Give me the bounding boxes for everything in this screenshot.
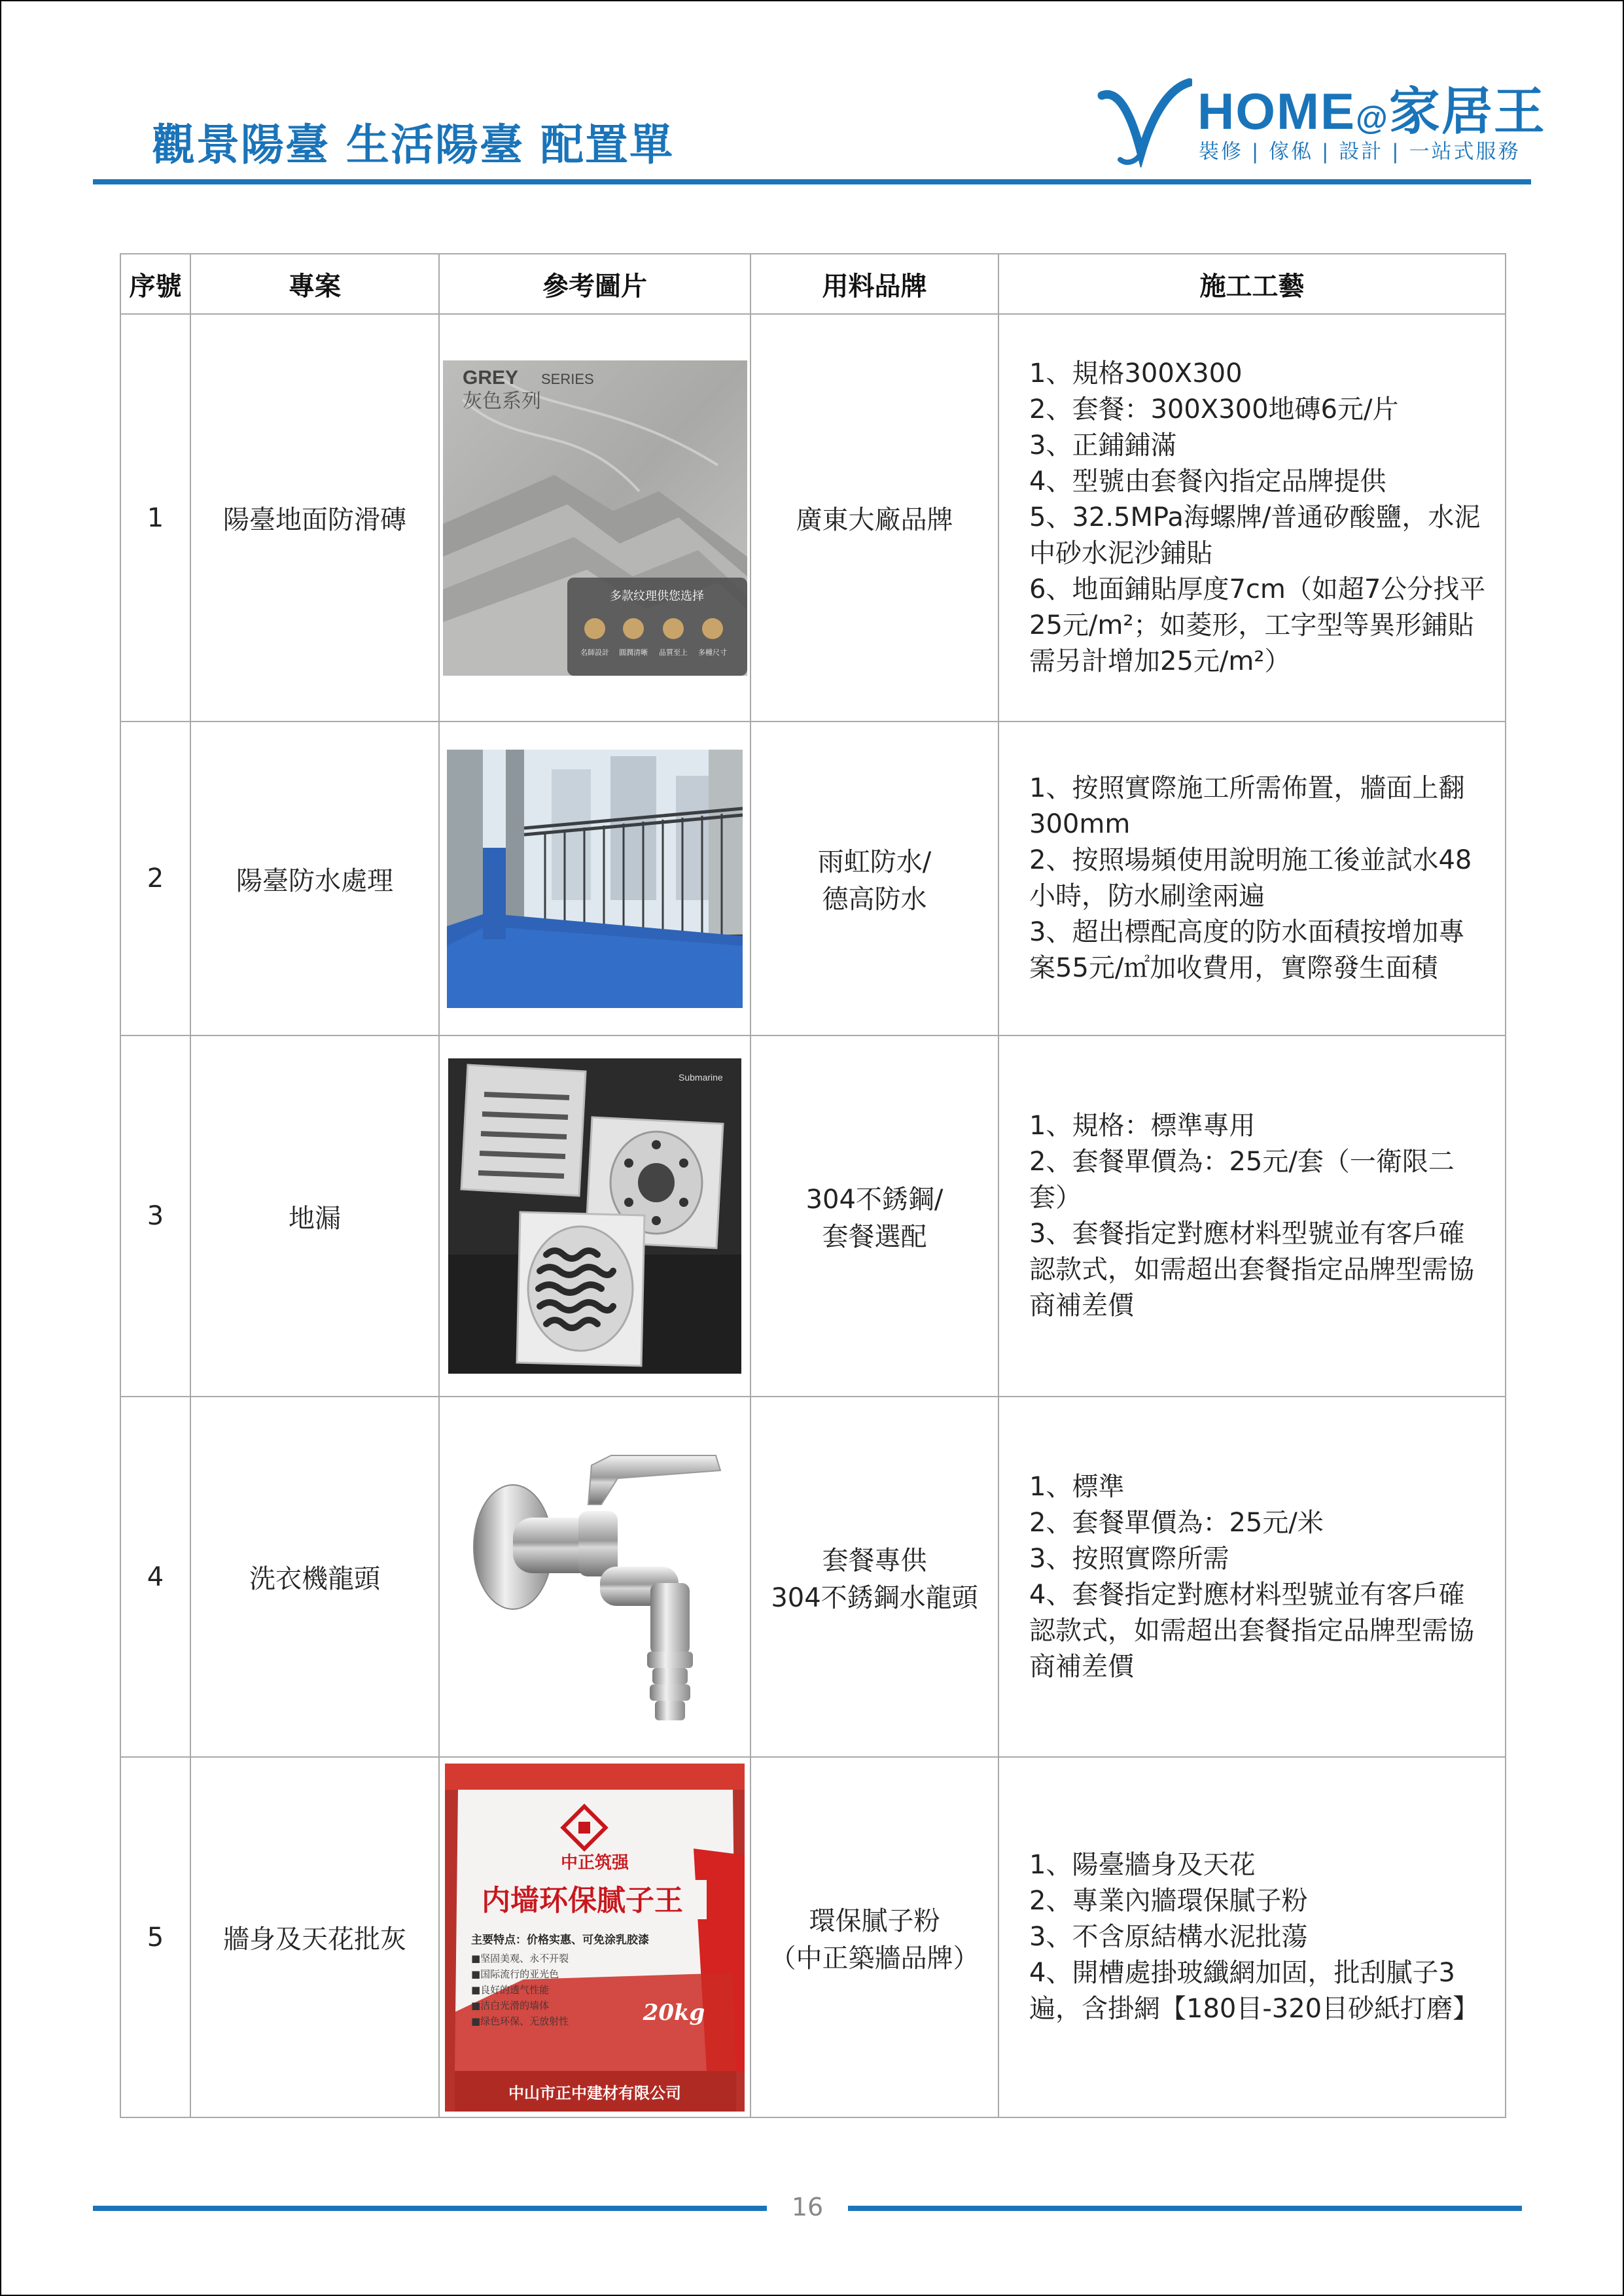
svg-text:■绿色环保、无放射性: ■绿色环保、无放射性: [471, 2015, 569, 2027]
logo-tagline: 裝修 | 傢俬 | 設計 | 一站式服務: [1199, 140, 1521, 164]
svg-text:主要特点：价格实惠、可免涂乳胶漆: 主要特点：价格实惠、可免涂乳胶漆: [471, 1933, 649, 1947]
process-note: 1、規格300X300: [1029, 358, 1243, 389]
process-note: 4、型號由套餐內指定品牌提供: [1029, 466, 1386, 496]
image-cell: [439, 314, 750, 722]
svg-text:20kg: 20kg: [643, 1999, 705, 2026]
page-title: 觀景陽臺 生活陽臺 配置單: [152, 120, 674, 170]
image-cell: [439, 1397, 750, 1757]
process-note: 1、規格：標準專用: [1029, 1111, 1256, 1141]
process-note: 2、專業內牆環保膩子粉: [1029, 1886, 1308, 1916]
row-process: [998, 1397, 1506, 1757]
svg-text:Submarine: Submarine: [679, 1072, 723, 1083]
row-process: [998, 1757, 1506, 2117]
logo-wordmark: HOME@家居王: [1197, 82, 1546, 140]
process-note: 3、不含原結構水泥批蕩: [1029, 1922, 1308, 1952]
table-row: [120, 1035, 1506, 1397]
header-process: 施工工藝: [998, 254, 1506, 314]
header-item: 專案: [190, 254, 439, 314]
svg-text:中山市正中建材有限公司: 中山市正中建材有限公司: [508, 2083, 681, 2102]
process-note: 2、套餐單價為：25元/米: [1029, 1507, 1324, 1538]
process-note: 2、套餐單價為：25元/套（一衛限二套）: [1029, 1147, 1455, 1213]
svg-text:■洁白光滑的墙体: ■洁白光滑的墙体: [471, 1999, 550, 2011]
header-no: 序號: [120, 254, 190, 314]
image-cell: [439, 1035, 750, 1397]
row-item: 洗衣機龍頭: [190, 1397, 439, 1757]
row-brand: 304不銹鋼/ 套餐選配: [750, 1035, 998, 1397]
row-brand: 環保膩子粉 （中正築牆品牌）: [750, 1757, 998, 2117]
process-note: 2、套餐：300X300地磚6元/片: [1029, 394, 1399, 425]
washing-machine-faucet-image: [451, 1419, 739, 1735]
footer-rule-right: [848, 2206, 1522, 2211]
process-note: 3、套餐指定對應材料型號並有客戶確認款式，如需超出套餐指定品牌型需協商補差價: [1029, 1219, 1474, 1321]
table-row: [120, 1757, 1506, 2117]
svg-text:多款纹理供您选择: 多款纹理供您选择: [609, 589, 704, 603]
svg-text:■坚固美观、永不开裂: ■坚固美观、永不开裂: [471, 1952, 569, 1964]
process-note: 2、按照場頻使用說明施工後並試水48小時，防水刷塗兩遍: [1029, 845, 1472, 911]
process-note: 4、開槽處掛玻纖網加固，批刮膩子3遍，含掛網【180目-320目砂紙打磨】: [1029, 1958, 1479, 2024]
row-number: 4: [120, 1397, 190, 1757]
svg-text:多種尺寸: 多種尺寸: [697, 648, 727, 657]
row-brand: 雨虹防水/ 德高防水: [750, 722, 998, 1035]
svg-text:■国际流行的亚光色: ■国际流行的亚光色: [471, 1968, 559, 1980]
row-item: 陽臺防水處理: [190, 722, 439, 1035]
svg-text:内墙环保腻子王: 内墙环保腻子王: [482, 1883, 683, 1917]
company-logo: [1094, 71, 1546, 169]
row-process: [998, 1035, 1506, 1397]
footer-rule-left: [93, 2206, 767, 2211]
row-number: 5: [120, 1757, 190, 2117]
row-number: 3: [120, 1035, 190, 1397]
putty-bag-image: [445, 1764, 745, 2112]
process-note: 3、超出標配高度的防水面積按增加專案55元/㎡加收費用，實際發生面積: [1029, 917, 1465, 983]
table-header-row: [120, 254, 1506, 314]
table-row: [120, 314, 1506, 722]
image-cell: [439, 722, 750, 1035]
table-row: [120, 722, 1506, 1035]
page-number: 16: [791, 2193, 824, 2221]
balcony-waterproof-image: [447, 750, 743, 1008]
svg-text:名師設計: 名師設計: [580, 648, 609, 657]
process-note: 4、套餐指定對應材料型號並有客戶確認款式，如需超出套餐指定品牌型需協商補差價: [1029, 1579, 1474, 1682]
svg-text:灰色系列: 灰色系列: [462, 389, 541, 413]
header-image: 參考圖片: [439, 254, 750, 314]
svg-text:■良好的透气性能: ■良好的透气性能: [471, 1983, 550, 1996]
logo-v-mark: [1094, 76, 1192, 167]
row-process: [998, 722, 1506, 1035]
row-item: 陽臺地面防滑磚: [190, 314, 439, 722]
row-number: 1: [120, 314, 190, 722]
svg-text:SERIES: SERIES: [540, 370, 594, 387]
process-note: 3、正鋪鋪滿: [1029, 430, 1177, 461]
table-row: [120, 1397, 1506, 1757]
row-brand: 套餐專供 304不銹鋼水龍頭: [750, 1397, 998, 1757]
floor-drain-image: [448, 1058, 741, 1374]
row-item: 牆身及天花批灰: [190, 1757, 439, 2117]
header-brand: 用料品牌: [750, 254, 998, 314]
process-note: 1、陽臺牆身及天花: [1029, 1850, 1256, 1880]
svg-text:中正筑强: 中正筑强: [560, 1852, 629, 1873]
config-table: [120, 253, 1506, 2118]
process-note: 1、按照實際施工所需佈置，牆面上翻300mm: [1029, 773, 1465, 839]
svg-text:圓潤清晰: 圓潤清晰: [618, 648, 648, 657]
process-note: 1、標準: [1029, 1471, 1125, 1502]
process-note: 3、按照實際所需: [1029, 1543, 1229, 1574]
svg-text:GREY: GREY: [462, 366, 518, 389]
row-number: 2: [120, 722, 190, 1035]
row-item: 地漏: [190, 1035, 439, 1397]
row-process: [998, 314, 1506, 722]
process-note: 6、地面鋪貼厚度7cm（如超7公分找平25元/m²；如菱形，工字型等異形鋪貼需另計增加25元/m²）: [1029, 574, 1486, 676]
process-note: 5、32.5MPa海螺牌/普通矽酸鹽，水泥中砂水泥沙鋪貼: [1029, 502, 1481, 568]
image-cell: [439, 1757, 750, 2117]
grey-tile-image: [443, 360, 747, 676]
row-brand: 廣東大廠品牌: [750, 314, 998, 722]
svg-text:品質至上: 品質至上: [658, 648, 688, 657]
header-rule: [93, 179, 1531, 184]
